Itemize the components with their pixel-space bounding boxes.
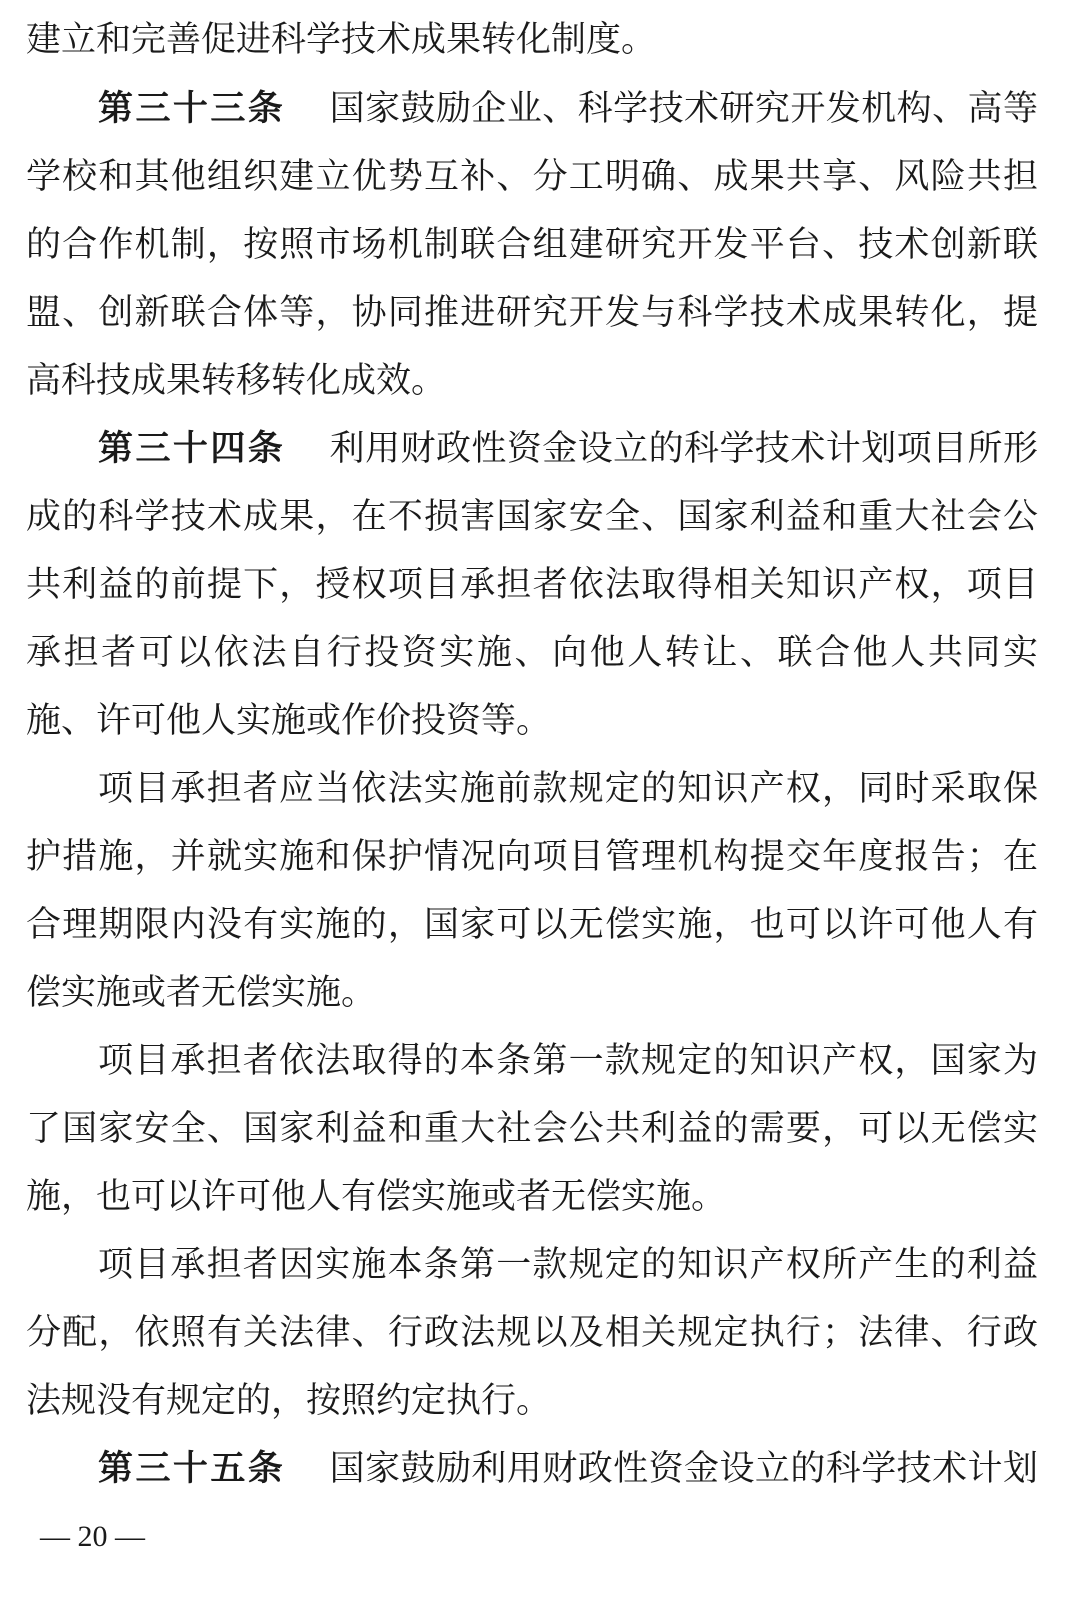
line-text: 施、许可他人实施或作价投资等。 — [26, 701, 552, 741]
text-line — [26, 900, 1038, 950]
line-text: 高科技成果转移转化成效。 — [26, 361, 447, 401]
line-text: 护措施，并就实施和保护情况向项目管理机构提交年度报告；在 — [26, 837, 1038, 877]
article-heading-line — [98, 84, 1038, 134]
line-text: 了国家安全、国家利益和重大社会公共利益的需要，可以无偿实 — [26, 1109, 1038, 1149]
line-text: 建立和完善促进科学技术成果转化制度。 — [26, 20, 657, 60]
text-line — [26, 832, 1038, 882]
text-line — [26, 1104, 1038, 1154]
text-line — [26, 356, 1038, 406]
line-text: 项目承担者应当依法实施前款规定的知识产权，同时采取保 — [98, 769, 1038, 809]
text-line — [26, 288, 1038, 338]
article-number: 第三十四条 — [98, 429, 286, 469]
paragraph-start-line — [98, 1240, 1038, 1290]
page-number: — 20 — — [40, 1520, 145, 1553]
text-line — [26, 560, 1038, 610]
line-text: 利用财政性资金设立的科学技术计划项目所形 — [329, 429, 1038, 469]
line-text: 共利益的前提下，授权项目承担者依法取得相关知识产权，项目 — [26, 565, 1038, 605]
line-text: 的合作机制，按照市场机制联合组建研究开发平台、技术创新联 — [26, 225, 1038, 265]
text-line — [26, 220, 1038, 270]
text-line — [26, 1308, 1038, 1358]
line-text: 国家鼓励利用财政性资金设立的科学技术计划 — [329, 1449, 1038, 1489]
paragraph-start-line — [98, 764, 1038, 814]
line-text: 项目承担者依法取得的本条第一款规定的知识产权，国家为 — [98, 1041, 1038, 1081]
line-text: 合理期限内没有实施的，国家可以无偿实施，也可以许可他人有 — [26, 905, 1038, 945]
paragraph-start-line — [98, 1036, 1038, 1086]
text-line — [26, 628, 1038, 678]
line-text: 承担者可以依法自行投资实施、向他人转让、联合他人共同实 — [26, 633, 1038, 673]
article-heading-line — [98, 1444, 1038, 1494]
article-number: 第三十三条 — [98, 89, 286, 129]
text-line — [26, 1172, 1038, 1222]
text-line — [26, 492, 1038, 542]
text-line — [26, 968, 1038, 1018]
line-text: 分配，依照有关法律、行政法规以及相关规定执行；法律、行政 — [26, 1313, 1038, 1353]
line-text: 成的科学技术成果，在不损害国家安全、国家利益和重大社会公 — [26, 497, 1038, 537]
article-number: 第三十五条 — [98, 1449, 286, 1489]
text-line — [26, 152, 1038, 202]
line-text: 盟、创新联合体等，协同推进研究开发与科学技术成果转化，提 — [26, 293, 1038, 333]
line-text: 项目承担者因实施本条第一款规定的知识产权所产生的利益 — [98, 1245, 1038, 1285]
line-text: 施，也可以许可他人有偿实施或者无偿实施。 — [26, 1177, 727, 1217]
article-heading-line — [98, 424, 1038, 474]
line-text: 国家鼓励企业、科学技术研究开发机构、高等 — [329, 89, 1038, 129]
line-text: 法规没有规定的，按照约定执行。 — [26, 1381, 552, 1421]
text-line — [26, 1376, 1038, 1426]
text-line — [26, 15, 1038, 65]
line-text: 偿实施或者无偿实施。 — [26, 973, 377, 1013]
text-line — [26, 696, 1038, 746]
line-text: 学校和其他组织建立优势互补、分工明确、成果共享、风险共担 — [26, 157, 1038, 197]
